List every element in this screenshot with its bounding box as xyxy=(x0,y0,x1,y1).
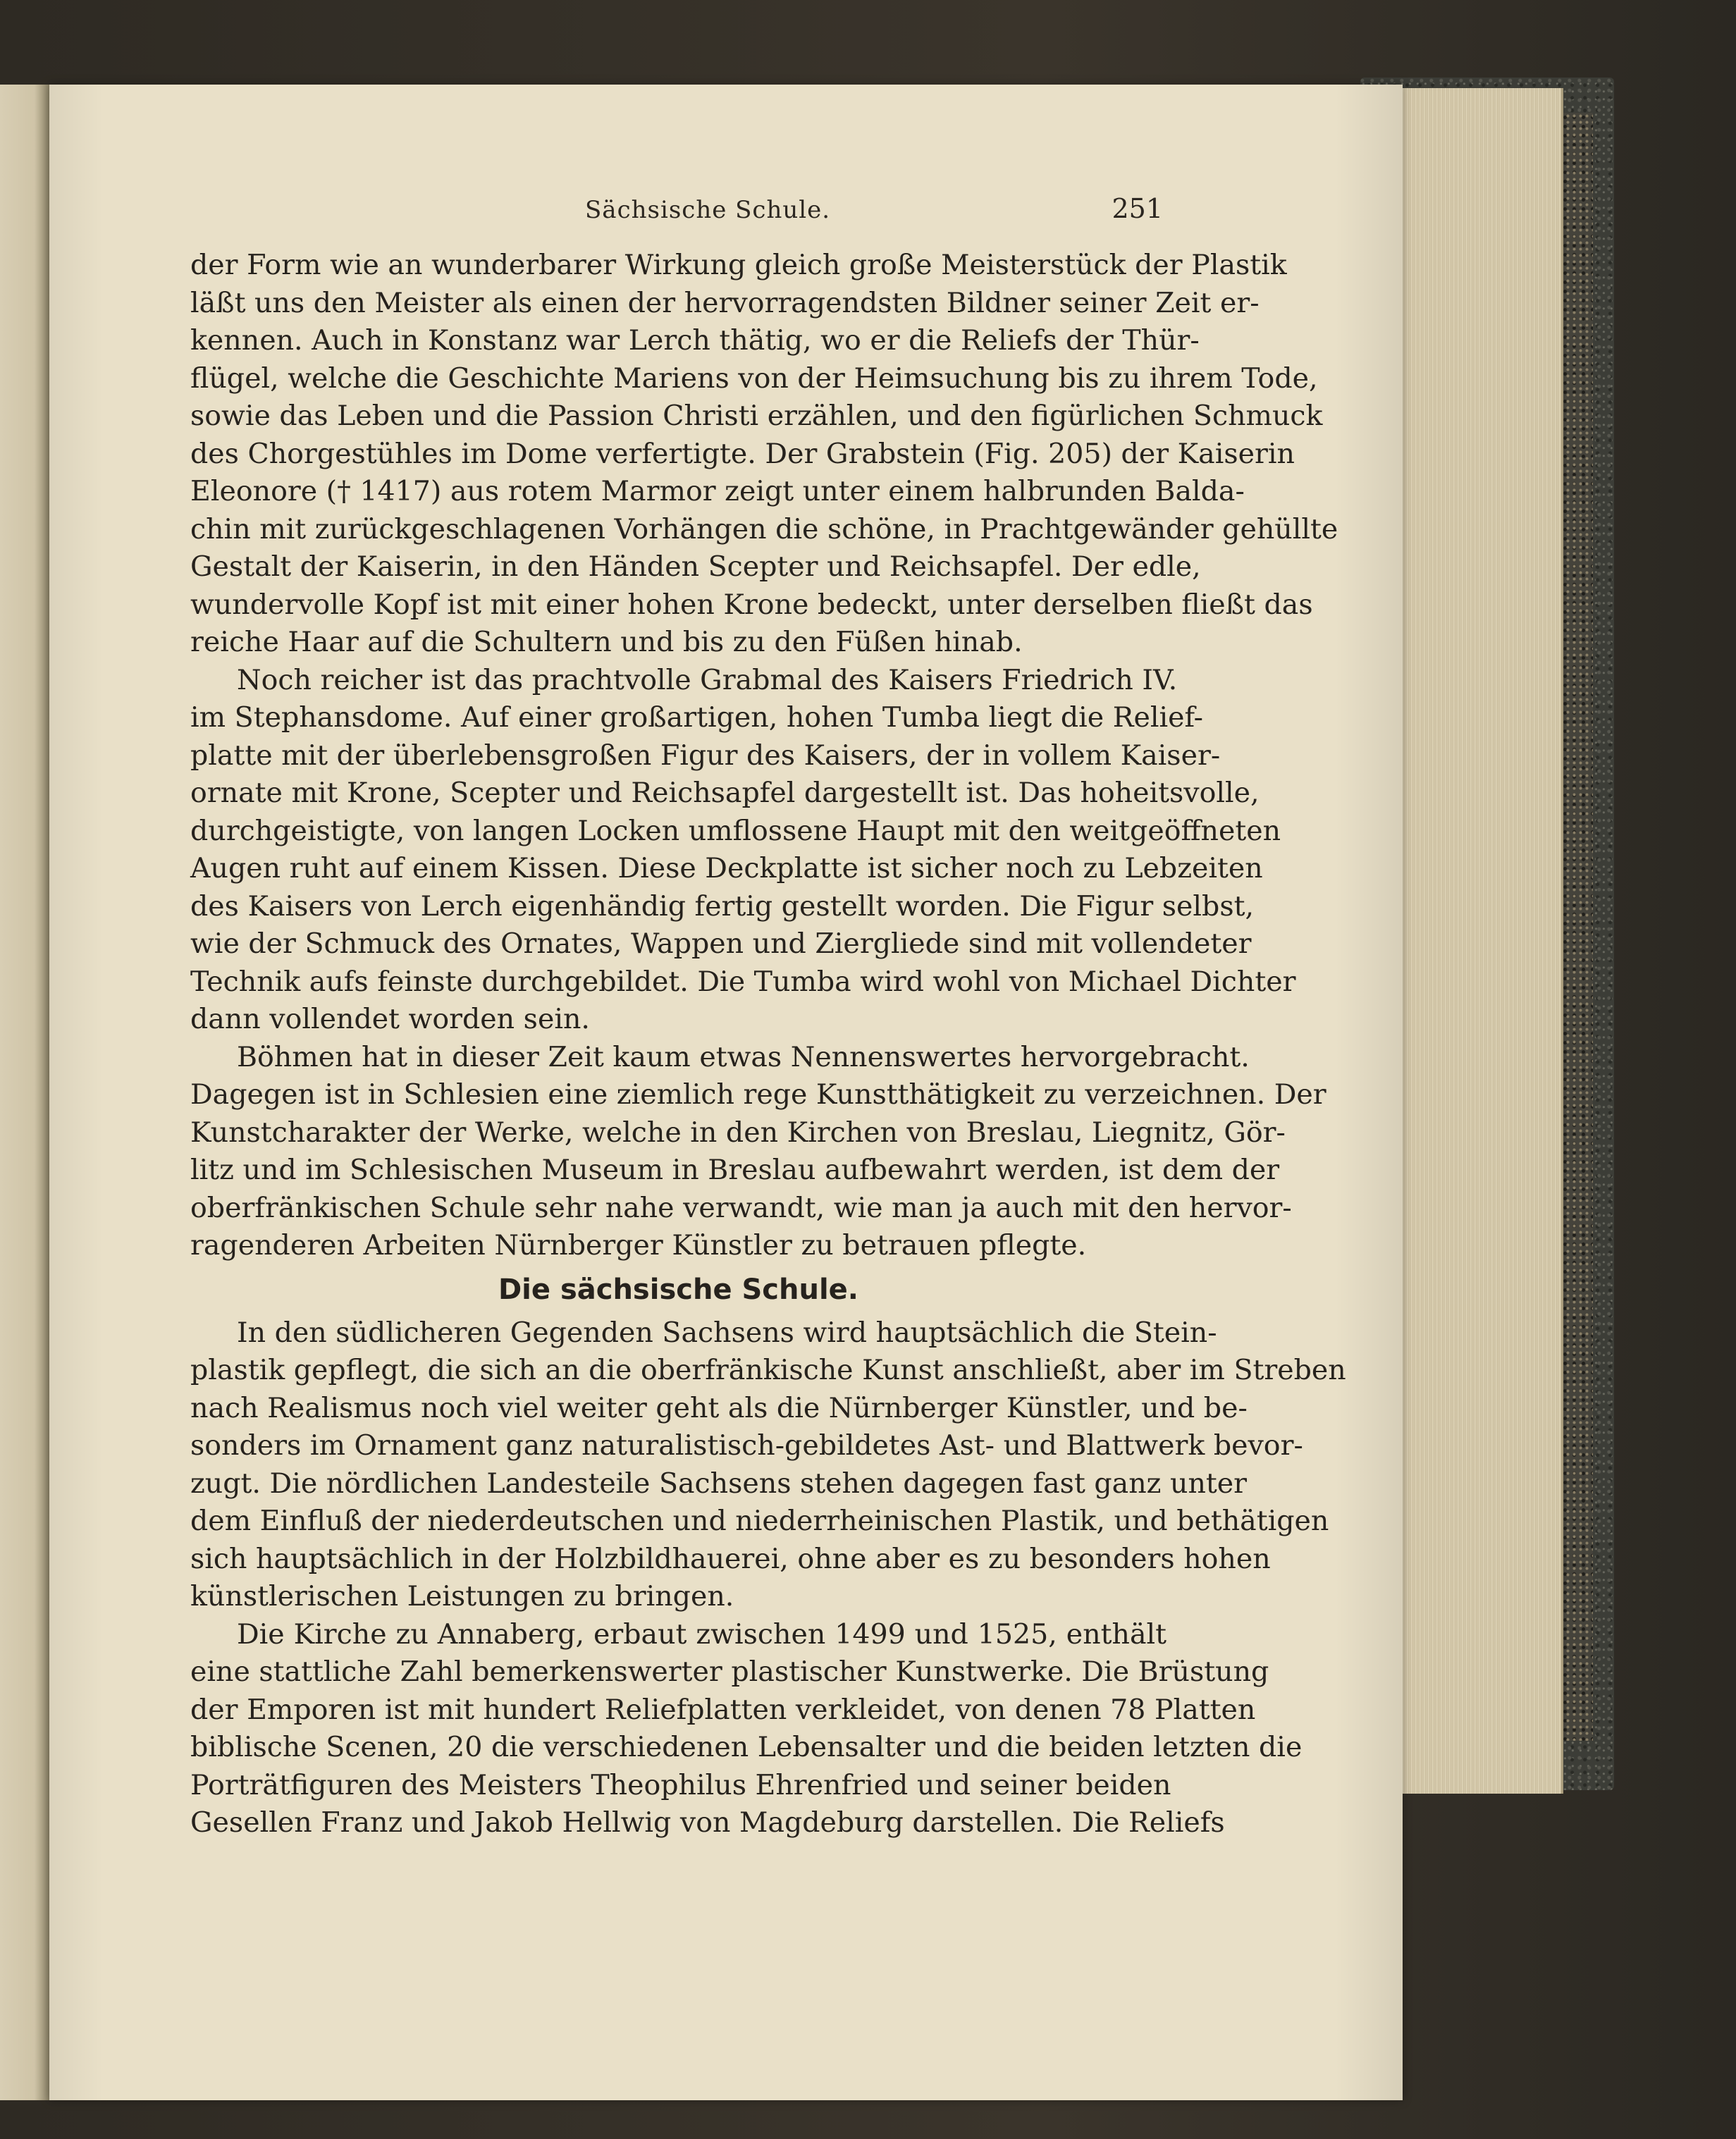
text-line: Böhmen hat in dieser Zeit kaum etwas Nennenswertes hervorgebracht. xyxy=(237,1040,1250,1073)
text-line: nach Realismus noch viel weiter geht als die Nürnberger Künstler, und be- xyxy=(190,1391,1248,1424)
text-line: kennen. Auch in Konstanz war Lerch thätig, wo er die Reliefs der Thür- xyxy=(190,324,1200,357)
text-line: Technik aufs feinste durchgebildet. Die Tumba wird wohl von Michael Dichter xyxy=(190,965,1296,998)
text-line: durchgeistigte, von langen Locken umflossene Haupt mit den weitgeöffneten xyxy=(190,814,1281,847)
left-page-edge xyxy=(0,85,49,2100)
text-line: biblische Scenen, 20 die verschiedenen Lebensalter und die beiden letzten die xyxy=(190,1731,1303,1763)
text-line: In den südlicheren Gegenden Sachsens wird hauptsächlich die Stein- xyxy=(237,1316,1217,1349)
text-line: sonders im Ornament ganz naturalistisch-gebildetes Ast- und Blattwerk bevor- xyxy=(190,1429,1303,1462)
page-number: 251 xyxy=(1112,193,1163,224)
text-line: wie der Schmuck des Ornates, Wappen und Ziergliede sind mit vollendeter xyxy=(190,927,1252,960)
page-header xyxy=(190,190,1163,233)
text-line: der Form wie an wunderbarer Wirkung gleich große Meisterstück der Plastik xyxy=(190,249,1287,281)
text-line: zugt. Die nördlichen Landesteile Sachsens stehen dagegen fast ganz unter xyxy=(190,1467,1248,1500)
text-line: Kunstcharakter der Werke, welche in den Kirchen von Breslau, Liegnitz, Gör- xyxy=(190,1116,1286,1149)
text-line: plastik gepflegt, die sich an die oberfränkische Kunst anschließt, aber im Streben xyxy=(190,1354,1346,1386)
text-line: eine stattliche Zahl bemerkenswerter plastischer Kunstwerke. Die Brüstung xyxy=(190,1656,1269,1688)
text-line: reiche Haar auf die Schultern und bis zu den Füßen hinab. xyxy=(190,626,1023,658)
text-line: dann vollendet worden sein. xyxy=(190,1003,590,1035)
text-line: Eleonore († 1417) aus rotem Marmor zeigt unter einem halbrunden Balda- xyxy=(190,475,1245,507)
text-line: Gestalt der Kaiserin, in den Händen Scepter und Reichsapfel. Der edle, xyxy=(190,550,1201,583)
text-line: Die Kirche zu Annaberg, erbaut zwischen 1499 und 1525, enthält xyxy=(237,1617,1166,1651)
text-line: ornate mit Krone, Scepter und Reichsapfel dargestellt ist. Das hoheitsvolle, xyxy=(190,777,1260,809)
text-line: des Chorgestühles im Dome verfertigte. Der Grabstein (Fig. 205) der Kaiserin xyxy=(190,437,1295,470)
text-line: dem Einfluß der niederdeutschen und niederrheinischen Plastik, und bethätigen xyxy=(190,1505,1329,1537)
text-line: Dagegen ist in Schlesien eine ziemlich rege Kunstthätigkeit zu verzeichnen. Der xyxy=(190,1078,1326,1111)
text-line: Noch reicher ist das prachtvolle Grabmal des Kaisers Friedrich IV. xyxy=(237,663,1178,696)
running-title: Sächsische Schule. xyxy=(585,196,831,224)
text-line: wundervolle Kopf ist mit einer hohen Krone bedeckt, unter derselben fließt das xyxy=(190,588,1313,621)
text-line: ragenderen Arbeiten Nürnberger Künstler zu betrauen pflegte. xyxy=(190,1229,1087,1262)
text-line: künstlerischen Leistungen zu bringen. xyxy=(190,1580,734,1613)
text-line: Porträtfiguren des Meisters Theophilus Ehrenfried und seiner beiden xyxy=(190,1768,1171,1801)
section-heading: Die sächsische Schule. xyxy=(498,1273,859,1306)
text-line: der Emporen ist mit hundert Reliefplatten verkleidet, von denen 78 Platten xyxy=(190,1693,1256,1726)
text-line: oberfränkischen Schule sehr nahe verwandt, wie man ja auch mit den hervor- xyxy=(190,1191,1292,1224)
text-line: läßt uns den Meister als einen der hervorragendsten Bildner seiner Zeit er- xyxy=(190,286,1260,319)
text-line: im Stephansdome. Auf einer großartigen, hohen Tumba liegt die Relief- xyxy=(190,701,1204,734)
page-edges xyxy=(1392,88,1563,1794)
text-line: sich hauptsächlich in der Holzbildhauerei, ohne aber es zu besonders hohen xyxy=(190,1542,1271,1575)
text-line: sowie das Leben und die Passion Christi erzählen, und den figürlichen Schmuck xyxy=(190,400,1323,432)
text-line: litz und im Schlesischen Museum in Breslau aufbewahrt werden, ist dem der xyxy=(190,1154,1280,1186)
text-line: Augen ruht auf einem Kissen. Diese Deckplatte ist sicher noch zu Lebzeiten xyxy=(190,852,1263,884)
body-text xyxy=(190,247,1346,1842)
text-line: platte mit der überlebensgroßen Figur des Kaisers, der in vollem Kaiser- xyxy=(190,739,1221,772)
text-line: flügel, welche die Geschichte Mariens von der Heimsuchung bis zu ihrem Tode, xyxy=(190,362,1318,395)
text-line: des Kaisers von Lerch eigenhändig fertig gestellt worden. Die Figur selbst, xyxy=(190,889,1255,923)
text-line: Gesellen Franz und Jakob Hellwig von Magdeburg darstellen. Die Reliefs xyxy=(190,1806,1225,1839)
text-line: chin mit zurückgeschlagenen Vorhängen die schöne, in Prachtgewänder gehüllte xyxy=(190,512,1338,545)
